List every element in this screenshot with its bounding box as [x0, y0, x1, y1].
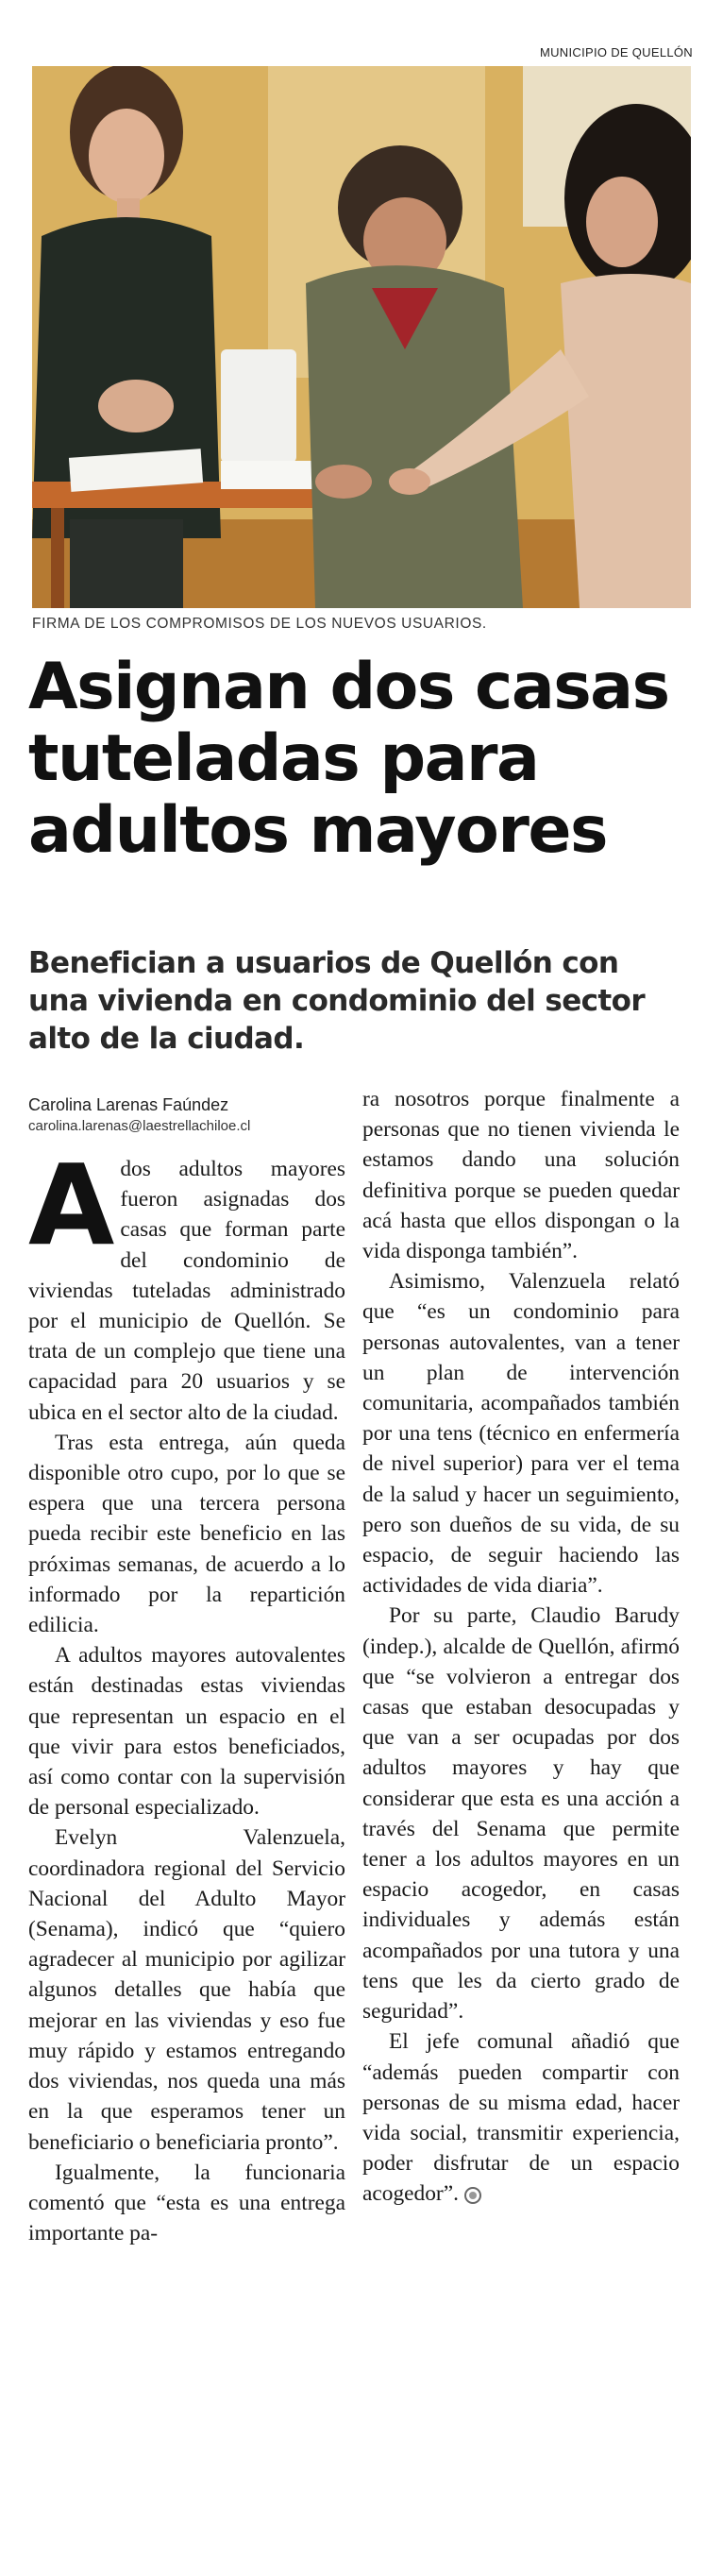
author-email: carolina.larenas@laestrellachiloe.cl — [28, 1118, 251, 1134]
photo-caption: FIRMA DE LOS COMPROMISOS DE LOS NUEVOS USUARIOS. — [32, 616, 487, 632]
article-headline: Asignan dos casas tuteladas para adultos mayores — [28, 650, 669, 868]
paragraph-text: El jefe comunal añadió que “además pueden compartir con personas de su misma edad, hacer vida social, transmitir experiencia, poder disfrutar de un espacio acogedor”. — [362, 2029, 680, 2207]
paragraph: ra nosotros porque finalmente a personas que no tienen vivienda le estamos dando una solución definitiva porque se pueden quedar acá hasta que ellos dispongan o la vida disponga también”. — [362, 1087, 680, 1264]
article-photo — [32, 66, 691, 608]
paragraph: Igualmente, la funcionaria comentó que “esta es una entrega importante pa- — [28, 2160, 345, 2246]
photo-credit: MUNICIPIO DE QUELLÓN — [539, 45, 693, 59]
article-subheadline: Benefician a usuarios de Quellón con una vivienda en condominio del sector alto de la ciudad. — [28, 946, 646, 1056]
paragraph — [362, 2026, 680, 2209]
article-column-right — [362, 1084, 680, 2210]
paragraph: Asimismo, Valenzuela relató que “es un condominio para personas autovalentes, van a tener un plan de intervención comunitaria, acompañados también por una tens (técnico en enfermería de nivel superior) para ver el tema de la salud y hacer un seguimiento, pero son dueños de su vida, de su espacio, de seguir haciendo las actividades de vida diaria”. — [362, 1269, 680, 1599]
article-column-left — [28, 1140, 345, 2248]
paragraph: Evelyn Valenzuela, coordinadora regional del Servicio Nacional del Adulto Mayor (Senama), indicó que “quiero agradecer al municipio por agilizar algunos detalles que había que mejorar en las viviendas y eso fue muy rápido y estamos entregando dos viviendas, nos queda una más en la que esperamos tener un beneficiario o beneficiaria pronto”. — [28, 1825, 345, 2155]
paragraph-text: dos adultos mayores fueron asignadas dos casas que forman parte del condominio de viviendas tuteladas administrado por el municipio de Quellón. Se trata de un complejo que tiene una capacidad para 20 usuarios y se ubica en el sector alto de la ciudad. — [28, 1157, 345, 1425]
paragraph: Tras esta entrega, aún queda disponible otro cupo, por lo que se espera que una tercera persona pueda recibir este beneficio en las próximas semanas, de acuerdo a lo informado por la repartición edilicia. — [28, 1430, 345, 1638]
end-of-article-icon — [464, 2187, 481, 2204]
byline — [28, 1095, 340, 1134]
paragraph — [28, 1140, 345, 1428]
paragraph: Por su parte, Claudio Barudy (indep.), alcalde de Quellón, afirmó que “se volvieron a entregar dos casas que estaban desocupadas y que van a ser ocupadas por dos adultos mayores y hay que considerar que esta es una acción a través del Senama que permite tener a los adultos mayores en un espacio acogedor, en casas individuales y además están acompañados por una tutora y una tens que les da cierto grado de seguridad”. — [362, 1603, 680, 2025]
drop-cap: A — [28, 1140, 115, 1270]
photo-illustration — [32, 66, 691, 608]
author-name: Carolina Larenas Faúndez — [28, 1095, 229, 1114]
paragraph: A adultos mayores autovalentes están destinadas estas viviendas que representan un espacio en el que vivir para estos beneficiados, así como contar con la supervisión de personal especializado. — [28, 1643, 345, 1821]
